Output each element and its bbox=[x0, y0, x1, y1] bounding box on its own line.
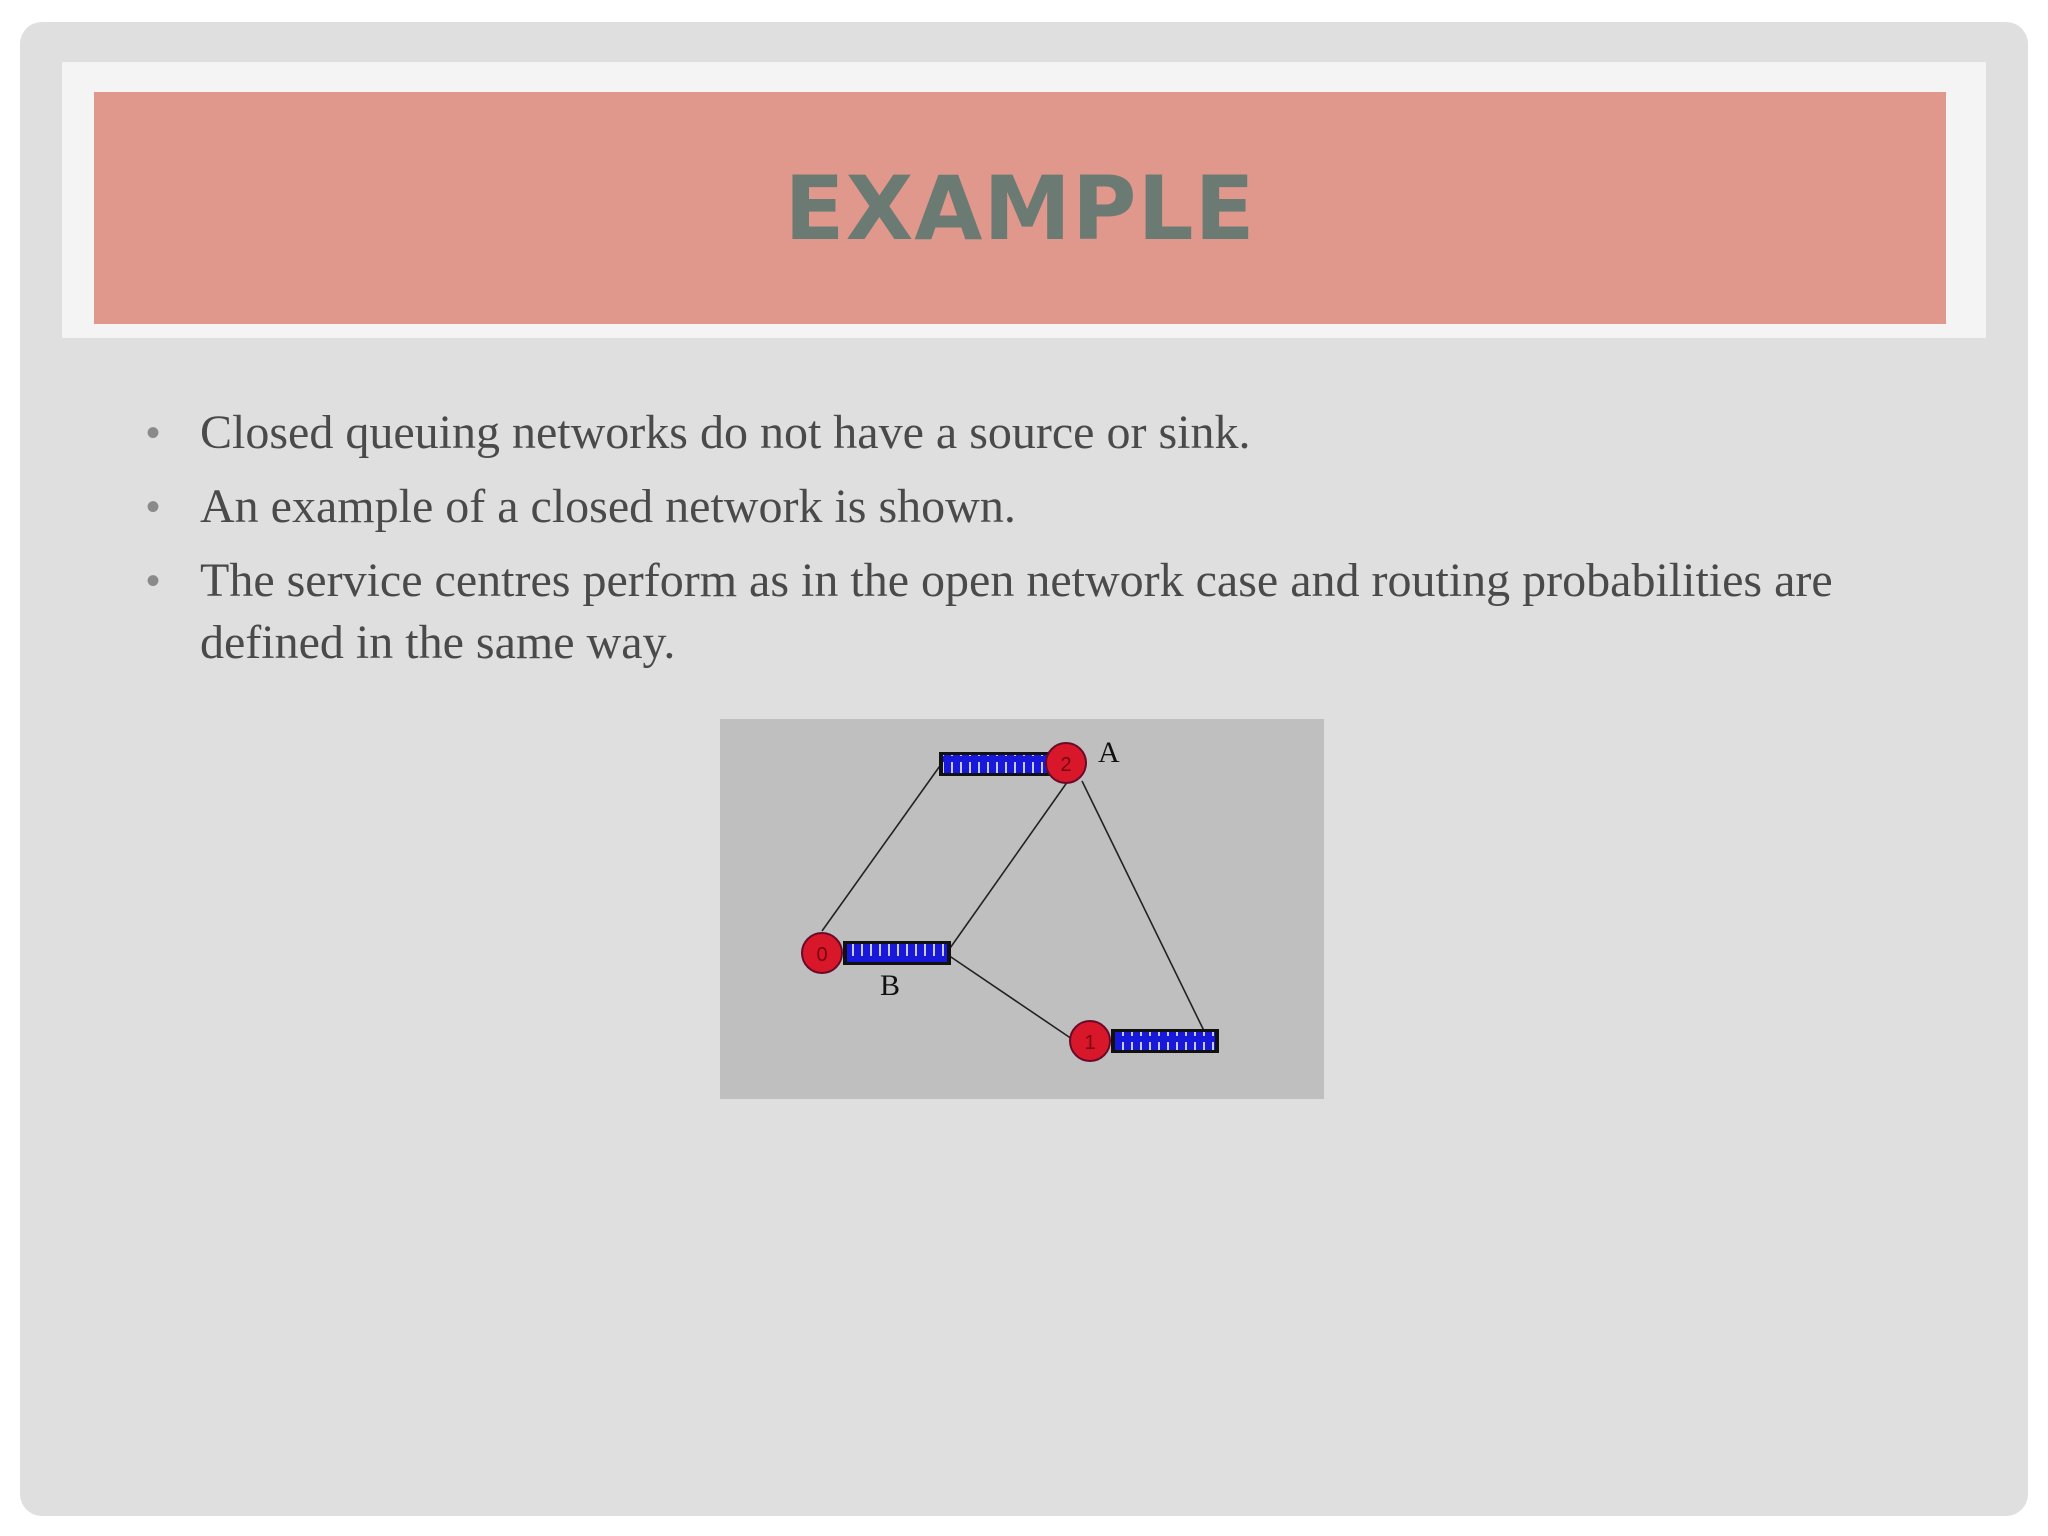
node-label: 1 bbox=[1084, 1032, 1096, 1054]
bullet-icon: • bbox=[146, 411, 161, 455]
queue-a bbox=[939, 752, 1051, 776]
node-label: 2 bbox=[1060, 754, 1072, 776]
service-node-1 bbox=[1070, 1021, 1110, 1061]
label-b: B bbox=[880, 969, 901, 1002]
bullet-item bbox=[146, 550, 1936, 674]
title-bar bbox=[94, 92, 1946, 324]
queue-c bbox=[1111, 1029, 1219, 1053]
bullet-text: An example of a closed network is shown. bbox=[200, 480, 1016, 533]
service-node-2 bbox=[1046, 743, 1086, 783]
label-a: A bbox=[1098, 736, 1120, 769]
bullet-item bbox=[146, 476, 1936, 538]
network-graph bbox=[720, 719, 1324, 1099]
bullet-text: The service centres perform as in the open network case and routing probabilities are defined in the same way. bbox=[200, 554, 1833, 669]
bullet-list bbox=[146, 402, 1936, 686]
edge-line bbox=[1082, 781, 1207, 1037]
service-node-0 bbox=[802, 933, 842, 973]
edge-line bbox=[822, 763, 942, 931]
slide bbox=[20, 22, 2028, 1516]
node-label: 0 bbox=[816, 944, 828, 966]
closed-network-diagram bbox=[720, 719, 1324, 1099]
slide-title: EXAMPLE bbox=[784, 156, 1256, 260]
bullet-text: Closed queuing networks do not have a source or sink. bbox=[200, 406, 1251, 459]
edge-line bbox=[948, 781, 1068, 951]
queue-b bbox=[843, 941, 951, 965]
bullet-icon: • bbox=[146, 559, 161, 603]
edge-line bbox=[948, 955, 1072, 1039]
bullet-icon: • bbox=[146, 485, 161, 529]
bullet-item bbox=[146, 402, 1936, 464]
